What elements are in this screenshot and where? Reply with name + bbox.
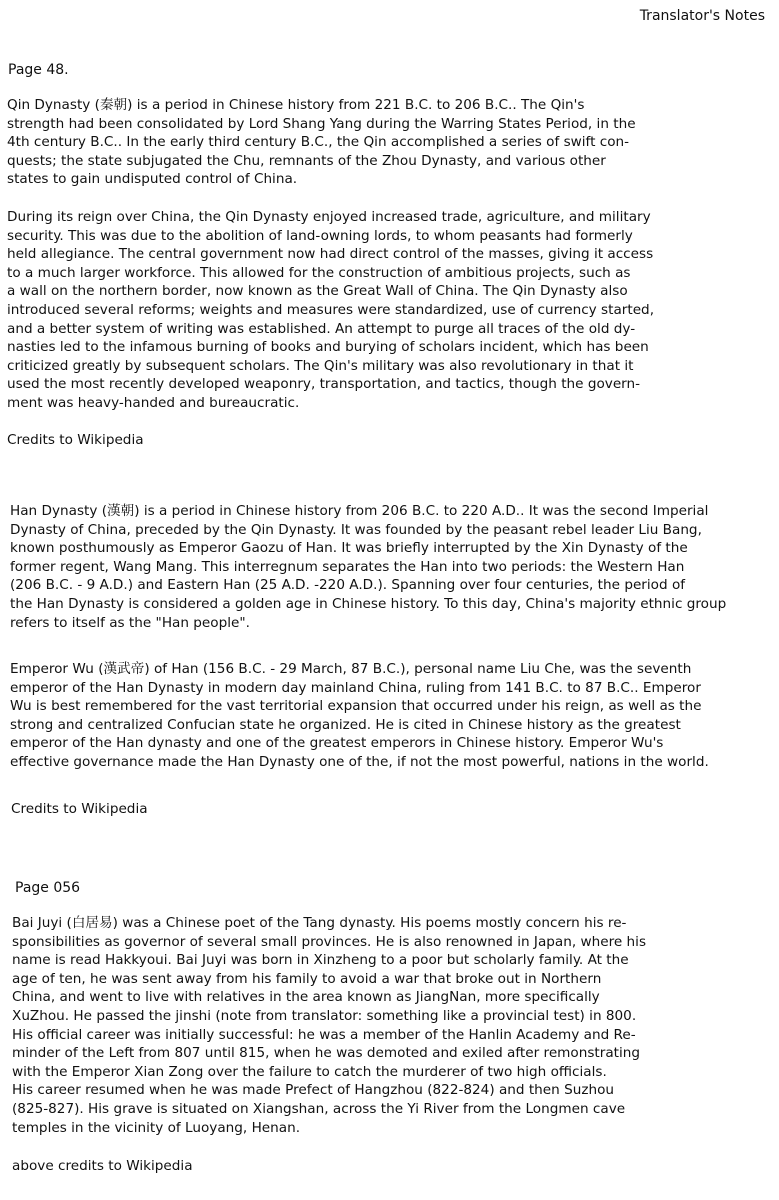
text-line: China, and went to live with relatives in the area known as JiangNan, more specifically xyxy=(12,989,600,1006)
paragraph-qin-2 xyxy=(7,208,654,413)
credits-bai-juyi: above credits to Wikipedia xyxy=(12,1158,193,1174)
paragraph-qin-1 xyxy=(7,96,636,189)
text-line: minder of the Left from 807 until 815, when he was demoted and exiled after remonstrating xyxy=(12,1045,641,1062)
paragraph-han-2 xyxy=(10,660,709,772)
text-line: emperor of the Han Dynasty in modern day mainland China, ruling from 141 B.C. to 87 B.C.. Emperor xyxy=(10,679,701,696)
page-label-056: Page 056 xyxy=(15,880,81,896)
text-line: During its reign over China, the Qin Dynasty enjoyed increased trade, agriculture, and military xyxy=(7,209,651,225)
text-line: name is read Hakkyoui. Bai Juyi was born in Xinzheng to a poor but scholarly family. At the xyxy=(12,952,629,969)
text-line: Wu is best remembered for the vast territorial expansion that occurred under his reign, as well as the xyxy=(10,698,702,715)
text-line: XuZhou. He passed the jinshi (note from translator: something like a provincial test) in 800. xyxy=(12,1007,637,1024)
text-line: criticized greatly by subsequent scholars. The Qin's military was also revolutionary in that it xyxy=(7,357,634,374)
text-line: and a better system of writing was established. An attempt to purge all traces of the old dy- xyxy=(7,320,636,337)
text-line: Emperor Wu (漢武帝) of Han (156 B.C. - 29 March, 87 B.C.), personal name Liu Che, was the seventh xyxy=(10,661,692,677)
paragraph-bai-juyi xyxy=(12,914,646,1137)
text-line: strength had been consolidated by Lord Shang Yang during the Warring States Period, in the xyxy=(7,115,636,132)
text-line: age of ten, he was sent away from his family to avoid a war that broke out in Northern xyxy=(12,970,602,987)
text-line: temples in the vicinity of Luoyang, Henan. xyxy=(12,1119,301,1136)
credits-qin: Credits to Wikipedia xyxy=(7,432,144,448)
text-line: nasties led to the infamous burning of books and burying of scholars incident, which has been xyxy=(7,339,649,356)
text-line: Qin Dynasty (秦朝) is a period in Chinese history from 221 B.C. to 206 B.C.. The Qin's xyxy=(7,97,585,113)
text-line: introduced several reforms; weights and measures were standardized, use of currency started, xyxy=(7,301,655,318)
text-line: states to gain undisputed control of China. xyxy=(7,171,298,188)
credits-han: Credits to Wikipedia xyxy=(11,801,148,817)
text-line: Han Dynasty (漢朝) is a period in Chinese history from 206 B.C. to 220 A.D.. It was the second Imperial xyxy=(10,503,709,519)
text-line: security. This was due to the abolition of land-owning lords, to whom peasants had formerly xyxy=(7,227,633,244)
text-line: (825-827). His grave is situated on Xiangshan, across the Yi River from the Longmen cave xyxy=(12,1100,626,1117)
text-line: refers to itself as the "Han people". xyxy=(10,614,250,631)
text-line: 4th century B.C.. In the early third century B.C., the Qin accomplished a series of swift con- xyxy=(7,134,630,151)
text-line: the Han Dynasty is considered a golden age in Chinese history. To this day, China's majority ethnic group xyxy=(10,595,727,612)
text-line: His career resumed when he was made Prefect of Hangzhou (822-824) and then Suzhou xyxy=(12,1082,615,1099)
text-line: strong and centralized Confucian state he organized. He is cited in Chinese history as the greatest xyxy=(10,716,681,733)
text-line: former regent, Wang Mang. This interregnum separates the Han into two periods: the Western Han xyxy=(10,558,685,575)
text-line: Dynasty of China, preceded by the Qin Dynasty. It was founded by the peasant rebel leader Liu Bang, xyxy=(10,521,702,538)
page-label-48: Page 48. xyxy=(8,62,69,78)
notes-title: Translator's Notes xyxy=(639,8,765,24)
text-line: to a much larger workforce. This allowed for the construction of ambitious projects, such as xyxy=(7,264,631,281)
text-line: effective governance made the Han Dynasty one of the, if not the most powerful, nations in the world. xyxy=(10,753,709,770)
text-line: emperor of the Han dynasty and one of the greatest emperors in Chinese history. Emperor Wu's xyxy=(10,735,664,752)
text-line: Bai Juyi (白居易) was a Chinese poet of the Tang dynasty. His poems mostly concern his re- xyxy=(12,915,627,931)
text-line: with the Emperor Xian Zong over the failure to catch the murderer of two high officials. xyxy=(12,1063,607,1080)
text-line: a wall on the northern border, now known as the Great Wall of China. The Qin Dynasty also xyxy=(7,283,628,300)
text-line: sponsibilities as governor of several small provinces. He is also renowned in Japan, where his xyxy=(12,933,647,950)
paragraph-han-1 xyxy=(10,502,726,632)
text-line: used the most recently developed weaponry, transportation, and tactics, though the govern- xyxy=(7,376,641,393)
text-line: (206 B.C. - 9 A.D.) and Eastern Han (25 A.D. -220 A.D.). Spanning over four centuries, the period of xyxy=(10,577,686,594)
text-line: ment was heavy-handed and bureaucratic. xyxy=(7,394,300,411)
text-line: held allegiance. The central government now had direct control of the masses, giving it access xyxy=(7,246,654,263)
text-line: known posthumously as Emperor Gaozu of Han. It was briefly interrupted by the Xin Dynasty of the xyxy=(10,540,688,557)
text-line: His official career was initially successful: he was a member of the Hanlin Academy and Re- xyxy=(12,1026,636,1043)
text-line: quests; the state subjugated the Chu, remnants of the Zhou Dynasty, and various other xyxy=(7,152,606,169)
